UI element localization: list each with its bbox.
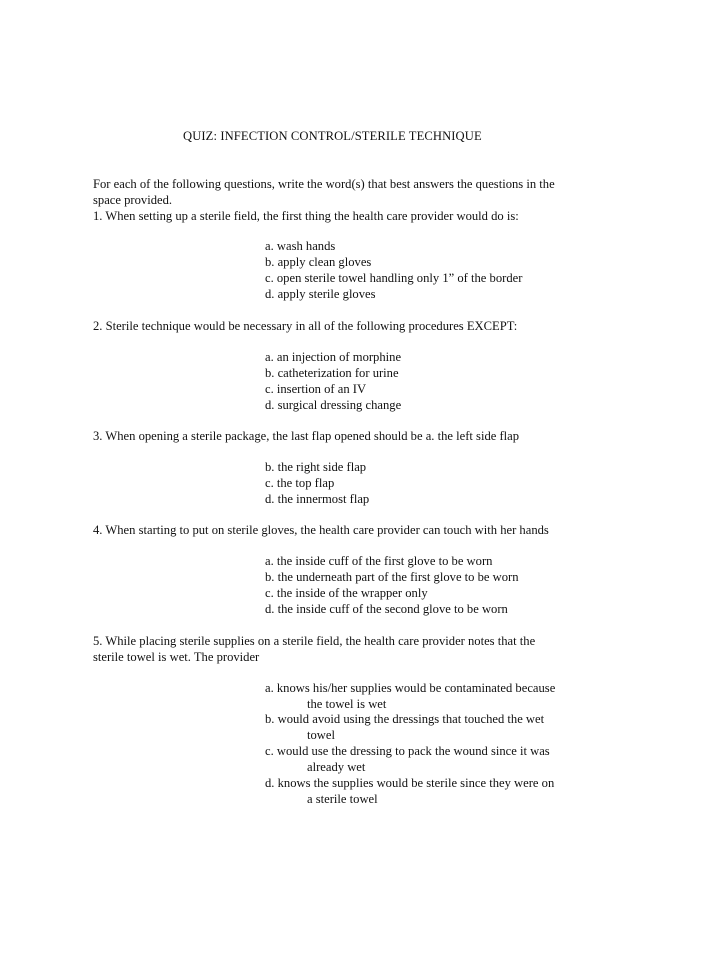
question-4-option-a: a. the inside cuff of the first glove to be worn [265, 554, 493, 568]
question-4-stem: 4. When starting to put on sterile gloves, the health care provider can touch with her hands [93, 523, 549, 537]
question-1-option-c: c. open sterile towel handling only 1” of the border [265, 271, 523, 285]
question-1-option-b: b. apply clean gloves [265, 255, 372, 269]
question-3-option-c: c. the top flap [265, 476, 335, 490]
question-5-option-b: b. would avoid using the dressings that touched the wet [265, 712, 545, 726]
question-5-option-b-continued: towel [307, 728, 335, 742]
question-5-option-a: a. knows his/her supplies would be contaminated because [265, 681, 556, 695]
question-2-option-c: c. insertion of an IV [265, 382, 367, 396]
question-3-option-b: b. the right side flap [265, 460, 367, 474]
question-1-option-a: a. wash hands [265, 239, 336, 253]
question-1-option-d: d. apply sterile gloves [265, 287, 376, 301]
instructions-line-2: space provided. [93, 193, 173, 207]
question-3-option-d: d. the innermost flap [265, 492, 370, 506]
question-5-option-d-continued: a sterile towel [307, 792, 378, 806]
question-2-option-b: b. catheterization for urine [265, 366, 399, 380]
question-5-option-d: d. knows the supplies would be sterile since they were on [265, 776, 555, 790]
question-5-option-c: c. would use the dressing to pack the wound since it was [265, 744, 550, 758]
question-4-option-b: b. the underneath part of the first glove to be worn [265, 570, 519, 584]
question-5-stem-line-2: sterile towel is wet. The provider [93, 650, 260, 664]
quiz-title: QUIZ: INFECTION CONTROL/STERILE TECHNIQUE [183, 129, 482, 143]
instructions-line-1: For each of the following questions, write the word(s) that best answers the questions in the [93, 177, 555, 191]
question-5-stem-line-1: 5. While placing sterile supplies on a sterile field, the health care provider notes that the [93, 634, 536, 648]
question-2-stem: 2. Sterile technique would be necessary in all of the following procedures EXCEPT: [93, 319, 518, 333]
question-4-option-d: d. the inside cuff of the second glove to be worn [265, 602, 508, 616]
question-2-option-a: a. an injection of morphine [265, 350, 402, 364]
question-5-option-a-continued: the towel is wet [307, 697, 387, 711]
question-3-stem: 3. When opening a sterile package, the last flap opened should be a. the left side flap [93, 429, 520, 443]
question-2-option-d: d. surgical dressing change [265, 398, 402, 412]
question-4-option-c: c. the inside of the wrapper only [265, 586, 428, 600]
question-1-stem: 1. When setting up a sterile field, the first thing the health care provider would do is: [93, 209, 519, 223]
question-5-option-c-continued: already wet [307, 760, 366, 774]
